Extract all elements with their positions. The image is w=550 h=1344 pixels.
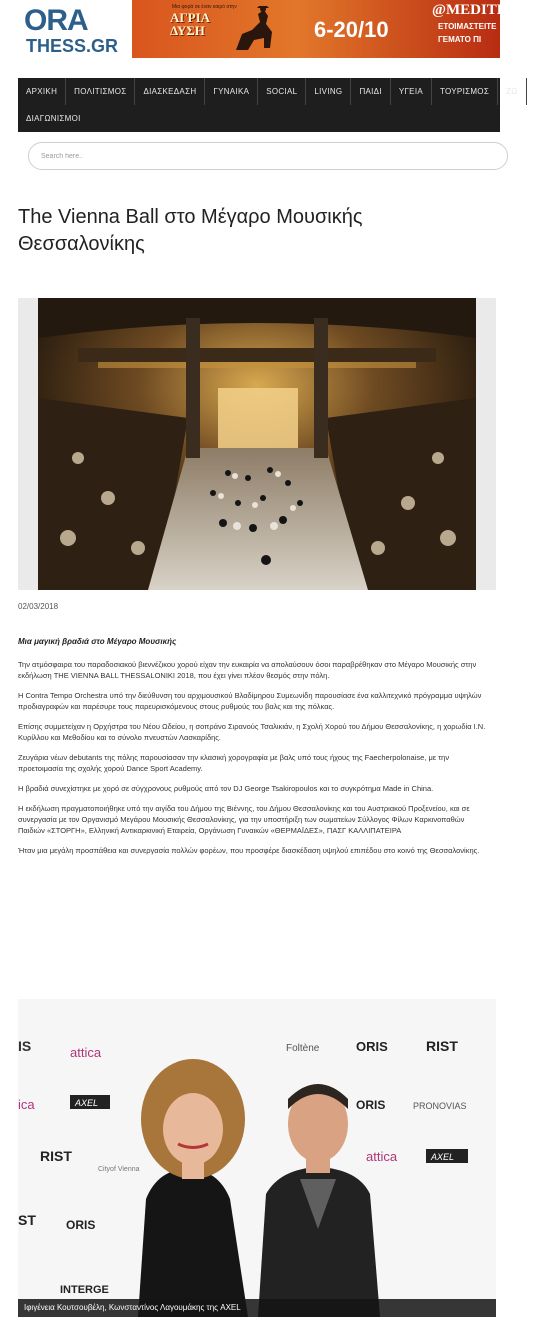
article-paragraph: Την ατμόσφαιρα του παραδοσιακού βιεννέζικου χορού είχαν την ευκαιρία να απολαύσουν όσοι παραβρέθηκαν στο Μέγαρο Μουσικής στην εκδήλωση THE VIENNA BALL THESSALONIKI 2018, που έχει γίνει πλέον θεσμός στην πόλη. xyxy=(18,660,477,680)
article-paragraph: Η Contra Tempo Orchestra υπό την διεύθυνση του αρχιμουσικού Βλαδίμηρου Συμεωνίδη παρουσίασε ένα καλλιτεχνικό πρόγραμμα υψηλών προδιαγραφών και παρέσυρε τους παρευρισκόμενους στους ρυθμούς του βαλς και της πόλκας. xyxy=(18,691,482,711)
sponsor-logo: PRONOVIAS xyxy=(413,1101,467,1111)
banner-sub2: ΓΕΜΑΤΟ ΠΙ xyxy=(438,35,482,44)
nav-item[interactable]: ΠΑΙΔΙ xyxy=(351,78,390,105)
hero-image-frame xyxy=(18,298,496,590)
nav-item[interactable]: ΖΩ xyxy=(498,78,526,105)
sponsor-logo: attica xyxy=(70,1045,102,1060)
sponsor-logo: attica xyxy=(366,1149,398,1164)
ballroom-illustration xyxy=(38,298,476,590)
nav-item[interactable]: LIVING xyxy=(306,78,351,105)
sponsor-logo: ica xyxy=(18,1097,35,1112)
logo-thess: THESS.GR xyxy=(26,36,119,56)
article-date: 02/03/2018 xyxy=(18,602,59,611)
banner-small-text: Μια φορά σε έναν καιρό στην xyxy=(172,4,237,10)
article-paragraph: Η εκδήλωση πραγματοποιήθηκε υπό την αιγίδα του Δήμου της Βιέννης, του Δήμου Θεσσαλονίκης και του Αυστριακού Προξενείου, και σε συνεργασία με τον Οργανισμό Μεγάρου Μουσικής Θεσσαλονίκης, για την υποστήριξη των σωματείων Σύλλογος Φίλων Καρκινοπαθών Παιδιών «ΣΤΟΡΓΗ», Ελληνική Αντικαρκινική Εταιρεία, Οργάνωση Γυναικών «ΘΕΡΜΑΪΔΕΣ», ΠΑΣΓ ΚΑΛΛΙΠΑΤΕΙΡΑ xyxy=(18,804,470,835)
search-box xyxy=(28,142,508,170)
press-wall-illustration xyxy=(18,999,496,1317)
sponsor-logo: ST xyxy=(18,1212,36,1228)
article-paragraph: Ήταν μια μεγάλη προσπάθεια και συνεργασία πολλών φορέων, που προσφέρε διασκέδαση υψηλού επιπέδου στο κοινό της Θεσσαλονίκης. xyxy=(18,846,480,855)
sponsor-logo: ORIS xyxy=(66,1218,96,1232)
site-header xyxy=(0,0,550,64)
sponsor-logo: RIST xyxy=(40,1148,72,1164)
nav-item[interactable]: ΠΟΛΙΤΙΣΜΟΣ xyxy=(66,78,135,105)
logo-ora: ORA xyxy=(24,4,88,37)
nav-item[interactable]: ΓΥΝΑΙΚΑ xyxy=(205,78,258,105)
article-body xyxy=(18,637,490,865)
sponsor-logo: INTERGE xyxy=(60,1284,109,1296)
banner-title xyxy=(170,11,210,37)
cowboy-rider-icon xyxy=(230,4,278,54)
sponsor-logo: Foltène xyxy=(286,1043,320,1054)
article-lead: Μια μαγική βραδιά στο Μέγαρο Μουσικής xyxy=(18,637,177,646)
nav-item[interactable]: ΔΙΑΓΩΝΙΣΜΟΙ xyxy=(26,114,81,123)
main-nav xyxy=(18,78,518,132)
ballroom-photo[interactable] xyxy=(38,298,476,590)
sponsor-logo: AXEL xyxy=(75,1098,99,1108)
nav-item[interactable]: ΥΓΕΙΑ xyxy=(391,78,432,105)
sponsor-logo: AXEL xyxy=(431,1152,455,1162)
sponsor-logo: ORIS xyxy=(356,1039,388,1054)
article-paragraph: Η βραδιά συνεχίστηκε με χορό σε σύγχρονους ρυθμούς από τον DJ George Tsakiropoulos και το συγκρότημα Made in China. xyxy=(18,784,434,793)
nav-row-1 xyxy=(18,78,527,105)
ad-banner[interactable] xyxy=(132,0,550,58)
site-logo[interactable] xyxy=(24,4,124,60)
banner-brand: @MEDITERRAN xyxy=(432,2,550,18)
nav-row-2 xyxy=(18,105,89,132)
banner-dates: 6-20/10 xyxy=(314,17,389,42)
sponsor-logo: RIST xyxy=(426,1038,458,1054)
photo-caption: Ιφιγένεια Κουτσουβέλη, Κωνσταντίνος Λαγουμάκης της AXEL xyxy=(18,1299,496,1317)
guests-photo[interactable] xyxy=(18,999,496,1317)
article-paragraph: Επίσης συμμετείχαν η Ορχήστρα του Νέου Ωδείου, η σοπράνο Σιρανούς Τσαλικιάν, η Σχολή Χορού του Δήμου Θεσσαλονίκης, η χορωδία Ι.Ν. Κυρίλλου και Μεθοδίου και το σύνολο πνευστών Λασκαρίδης. xyxy=(18,722,486,742)
nav-item[interactable]: ΑΡΧΙΚΗ xyxy=(18,78,66,105)
sponsor-logo: Cityof Vienna xyxy=(98,1166,140,1173)
nav-item[interactable]: SOCIAL xyxy=(258,78,306,105)
article-title: The Vienna Ball στο Μέγαρο Μουσικής Θεσσαλονίκης xyxy=(18,206,363,255)
search-input[interactable] xyxy=(41,149,481,163)
banner-title-line1: ΑΓΡΙΑ xyxy=(170,10,211,25)
banner-title-line2: ΔΥΣΗ xyxy=(170,23,205,38)
article-paragraph: Ζευγάρια νέων debutants της πόλης παρουσίασαν την κλασική χορογραφία με βαλς υπό τους ήχους της Faecherpolonaise, με την προετοιμασία της σχολής χορού Dance Sport Academy. xyxy=(18,753,450,773)
nav-item[interactable]: ΔΙΑΣΚΕΔΑΣΗ xyxy=(135,78,205,105)
nav-item[interactable]: ΤΟΥΡΙΣΜΟΣ xyxy=(432,78,498,105)
banner-sub1: ΕΤΟΙΜΑΣΤΕΙΤΕ xyxy=(438,22,497,31)
sponsor-logo: IS xyxy=(18,1038,32,1054)
sponsor-logo: ORIS xyxy=(356,1098,386,1112)
